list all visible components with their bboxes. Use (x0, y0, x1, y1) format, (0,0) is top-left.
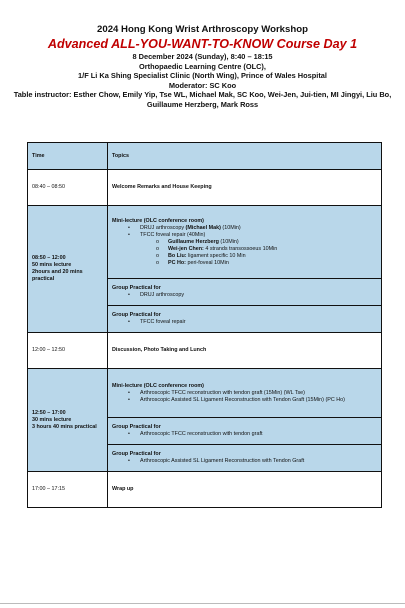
sub-list-item (112, 246, 377, 253)
time-note: 50 mins lecture (32, 262, 72, 268)
table-row (28, 206, 382, 279)
item-text: TFCC foveal repair (140, 319, 186, 325)
time-note: 30 mins lecture (32, 416, 72, 423)
circle-bullet-icon: o (156, 252, 159, 259)
topic-cell (108, 445, 382, 472)
time-range: 08:50 – 12:00 (32, 255, 66, 261)
group-practical-title: Group Practical for (112, 424, 161, 430)
list-item (112, 458, 377, 465)
venue-line-1: Orthopaedic Learning Centre (OLC), (139, 61, 266, 71)
time-column-header: Time (28, 143, 108, 170)
bullet-icon: • (128, 224, 130, 231)
bullet-icon: • (128, 396, 130, 403)
list-item (112, 390, 377, 397)
speaker-name: PC Ho: (168, 259, 186, 266)
time-cell (28, 206, 108, 333)
time-cell: 17:00 – 17:15 (28, 472, 108, 508)
topic-cell (108, 369, 382, 418)
topic-cell (108, 206, 382, 279)
topic-cell (108, 306, 382, 333)
bullet-icon: • (128, 319, 130, 325)
list-item (112, 397, 377, 404)
item-text: Arthroscopic TFCC reconstruction with tendon graft (15Min) (WL Tse) (140, 389, 305, 396)
item-text: DRUJ arthroscopy (140, 292, 185, 298)
item-text: ligament specific 10 Min (186, 252, 246, 259)
time-cell: 08:40 – 08:50 (28, 170, 108, 206)
time-note: 3 hours 40 mins practical (32, 423, 97, 430)
time-range: 12:50 – 17:00 (32, 409, 66, 416)
moderator: Moderator: SC Koo (168, 80, 237, 90)
group-practical-title: Group Practical for (112, 451, 161, 457)
item-text: 4 strands transossoeus 10Min (203, 245, 278, 252)
speaker-name: (Michael Mak) (185, 224, 221, 231)
event-date: 8 December 2024 (Sunday), 8:40 – 18:15 (132, 52, 273, 61)
speaker-name: Wei-jen Chen: (168, 245, 204, 252)
workshop-title: 2024 Hong Kong Wrist Arthroscopy Workshop (97, 24, 308, 35)
bullet-icon: • (128, 292, 130, 298)
topics-column-header: Topics (108, 143, 382, 170)
venue-line-2: 1/F Li Ka Shing Specialist Clinic (North Wing), Prince of Wales Hospital (78, 71, 327, 81)
bullet-icon: • (128, 458, 130, 464)
time-cell: 12:00 – 12:50 (28, 333, 108, 369)
circle-bullet-icon: o (156, 238, 159, 245)
item-text: TFCC foveal repair (40Min) (140, 231, 206, 238)
page-bottom-divider (0, 603, 405, 604)
sub-list-item (112, 253, 377, 260)
bullet-icon: • (128, 389, 130, 396)
item-text: (10Min) (218, 238, 239, 245)
group-practical-title: Group Practical for (112, 312, 161, 318)
table-row (28, 333, 382, 369)
list-item (112, 292, 377, 299)
table-header-row (28, 143, 382, 170)
table-instructors: Table instructor: Esther Chow, Emily Yip, Tse WL, Michael Mak, SC Koo, Wei-Jen, Jui-tien, MI Jingyi, Liu Bo, Guillaume Herzberg, Mark Ross (13, 90, 392, 109)
circle-bullet-icon: o (156, 245, 159, 252)
table-row (28, 472, 382, 508)
circle-bullet-icon: o (156, 259, 159, 266)
mini-lecture-title: Mini-lecture (OLC conference room) (112, 382, 204, 389)
table-row (28, 170, 382, 206)
topic-cell: Wrap up (108, 472, 382, 508)
table-row (28, 369, 382, 418)
list-item (112, 319, 377, 326)
speaker-name: Guillaume Herzberg (168, 238, 219, 245)
item-text: (10Min) (220, 224, 241, 231)
topic-cell (108, 418, 382, 445)
time-note: 2hours and 20 mins practical (32, 269, 83, 282)
schedule-table (27, 142, 382, 508)
item-text: peri-foveal 10Min (185, 259, 229, 266)
item-text: DRUJ arthroscopy (140, 224, 186, 231)
item-text: Arthroscopic TFCC reconstruction with tendon graft (140, 431, 263, 437)
topic-cell: Welcome Remarks and House Keeping (108, 170, 382, 206)
item-text: Arthroscopic Assisted SL Ligament Reconstruction with Tendon Graft (140, 458, 305, 464)
mini-lecture-title: Mini-lecture (OLC conference room) (112, 217, 204, 224)
sub-list-item (112, 260, 377, 267)
topic-cell: Discussion, Photo Taking and Lunch (108, 333, 382, 369)
group-practical-title: Group Practical for (112, 285, 161, 291)
bullet-icon: • (128, 231, 130, 238)
document-header (0, 24, 405, 110)
course-title: Advanced ALL-YOU-WANT-TO-KNOW Course Day 1 (47, 37, 358, 51)
item-text: Arthroscopic Assisted SL Ligament Reconstruction with Tendon Graft (15Min) (PC Ho) (140, 396, 345, 403)
speaker-name: Bo Liu: (168, 252, 187, 259)
list-item (112, 232, 377, 239)
bullet-icon: • (128, 431, 130, 437)
sub-list-item (112, 239, 377, 246)
time-cell (28, 369, 108, 472)
list-item (112, 431, 377, 438)
list-item (112, 225, 377, 232)
topic-cell (108, 279, 382, 306)
